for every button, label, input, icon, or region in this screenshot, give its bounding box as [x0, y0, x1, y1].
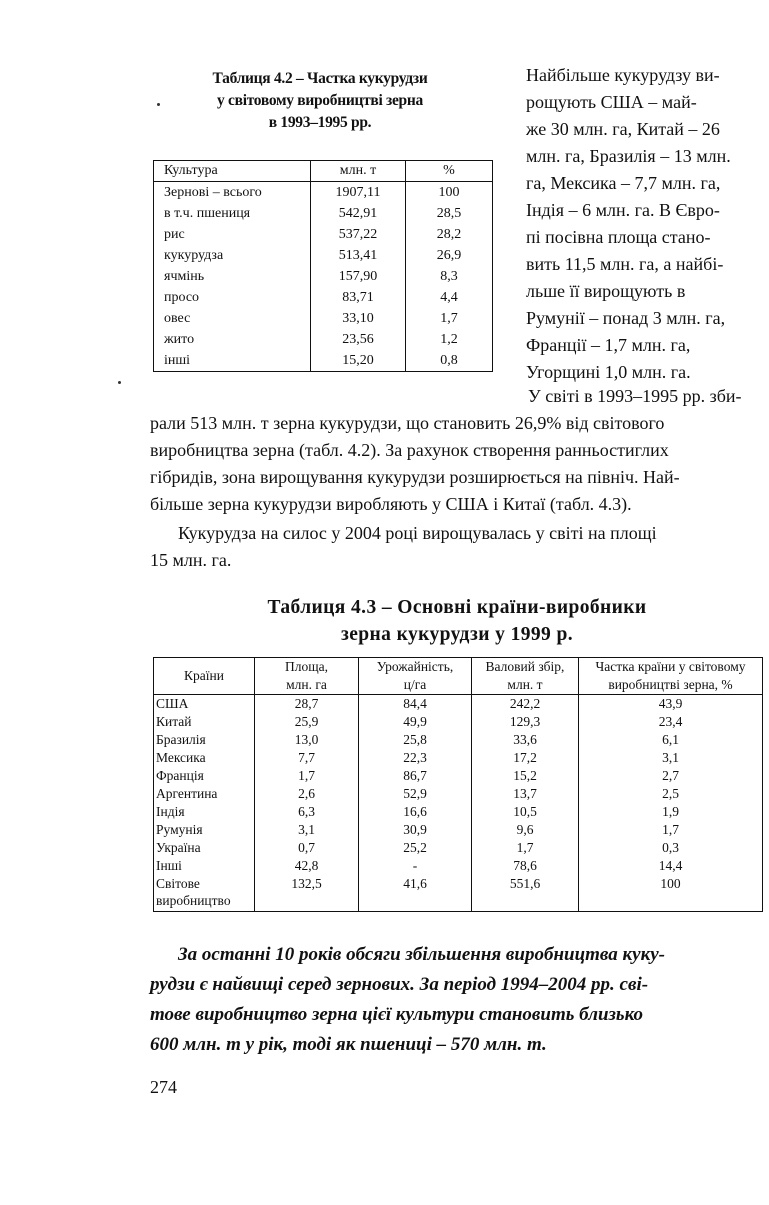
table-cell: 100: [406, 182, 493, 204]
table-cell: 542,91: [311, 203, 406, 224]
table-cell: 2,5: [579, 785, 763, 803]
table-cell: 42,8: [255, 857, 359, 875]
table-row: [154, 785, 763, 803]
table-cell: 10,5: [472, 803, 579, 821]
side-text: [526, 62, 762, 386]
table-cell: 17,2: [472, 749, 579, 767]
caption-line: Таблиця 4.2 – Частка кукурудзи: [212, 70, 428, 87]
table-cell: 537,22: [311, 224, 406, 245]
table-cell: 242,2: [472, 695, 579, 714]
table-cell: 6,1: [579, 731, 763, 749]
table-cell: 0,7: [255, 839, 359, 857]
table-cell: 129,3: [472, 713, 579, 731]
table-row: [154, 287, 493, 308]
table-cell: овес: [154, 308, 311, 329]
table-cell: 9,6: [472, 821, 579, 839]
table-row: [154, 203, 493, 224]
text-line: 15 млн. га.: [150, 550, 232, 570]
table-row: [154, 731, 763, 749]
header-unit: ц/га: [403, 677, 427, 692]
table-cell: 84,4: [359, 695, 472, 714]
text-line: Румунії – понад 3 млн. га,: [526, 308, 726, 328]
table-cell: 157,90: [311, 266, 406, 287]
table-cell: Румунія: [154, 821, 255, 839]
table-row: [154, 857, 763, 875]
table-cell: 25,2: [359, 839, 472, 857]
table-cell: Інші: [154, 857, 255, 875]
column-header: Культура: [154, 161, 311, 182]
table-row: [154, 749, 763, 767]
table-4-2-caption: [150, 68, 490, 134]
table-cell: 2,7: [579, 767, 763, 785]
table-cell: Аргентина: [154, 785, 255, 803]
text-line: гібридів, зона вирощування кукурудзи розширюється на північ. Най-: [150, 467, 680, 487]
table-cell: 0,3: [579, 839, 763, 857]
header-text: Країни: [184, 668, 224, 683]
table-row: [154, 182, 493, 204]
header-text: Частка країни у світовому: [595, 659, 746, 674]
table-row: [154, 266, 493, 287]
table-cell: Китай: [154, 713, 255, 731]
text-line: 600 млн. т у рік, тоді як пшениці – 570 млн. т.: [150, 1034, 547, 1055]
text-line: льше її вирощують в: [526, 281, 686, 301]
text-line: пі посівна площа стано-: [526, 227, 711, 247]
table-cell: 6,3: [255, 803, 359, 821]
table-row: [154, 767, 763, 785]
table-cell: 15,20: [311, 350, 406, 372]
caption-line: у світовому виробництві зерна: [217, 92, 423, 109]
table-cell: Бразилія: [154, 731, 255, 749]
cell-line: Світове: [156, 876, 200, 891]
table-cell: 25,8: [359, 731, 472, 749]
table-row: [154, 713, 763, 731]
column-header: млн. т: [311, 161, 406, 182]
table-cell: Індія: [154, 803, 255, 821]
table-cell: 23,56: [311, 329, 406, 350]
table-row: [154, 695, 763, 714]
column-header-gross-harvest: [472, 658, 579, 695]
stray-dot-mark: [157, 103, 160, 106]
header-text: Площа,: [285, 659, 328, 674]
table-cell: 43,9: [579, 695, 763, 714]
table-cell: 33,6: [472, 731, 579, 749]
column-header-countries: [154, 658, 255, 695]
table-cell: 7,7: [255, 749, 359, 767]
column-header-yield: [359, 658, 472, 695]
text-line: тове виробництво зерна цієї культури становить близько: [150, 1004, 644, 1025]
table-cell: 28,5: [406, 203, 493, 224]
table-cell: 13,7: [472, 785, 579, 803]
table-cell: 23,4: [579, 713, 763, 731]
table-cell: 22,3: [359, 749, 472, 767]
column-header-area: [255, 658, 359, 695]
table-cell: 3,1: [255, 821, 359, 839]
text-line: рощують США – май-: [526, 92, 697, 112]
table-cell: 513,41: [311, 245, 406, 266]
caption-line: Таблиця 4.3 – Основні країни-виробники: [267, 597, 647, 618]
table-cell: 551,6: [472, 875, 579, 912]
table-cell: 1,7: [472, 839, 579, 857]
text-line: Франції – 1,7 млн. га,: [526, 335, 691, 355]
table-cell: 52,9: [359, 785, 472, 803]
table-row: [154, 308, 493, 329]
table-row: [154, 245, 493, 266]
header-text: Урожайність,: [376, 659, 454, 674]
table-row: [154, 839, 763, 857]
table-cell: 4,4: [406, 287, 493, 308]
table-cell: 28,2: [406, 224, 493, 245]
text-line: Угорщині 1,0 млн. га.: [526, 362, 691, 382]
text-line: га, Мексика – 7,7 млн. га,: [526, 173, 721, 193]
table-cell: 3,1: [579, 749, 763, 767]
header-unit: млн. га: [286, 677, 327, 692]
table-cell: Україна: [154, 839, 255, 857]
table-cell: 16,6: [359, 803, 472, 821]
text-line: рудзи є найвищі серед зернових. За період 1994–2004 рр. сві-: [150, 974, 649, 995]
caption-line: зерна кукурудзи у 1999 р.: [341, 624, 573, 645]
table-cell: Франція: [154, 767, 255, 785]
text-line: же 30 млн. га, Китай – 26: [526, 119, 720, 139]
table-row-world-total: [154, 875, 763, 912]
table-row: [154, 821, 763, 839]
table-cell: 78,6: [472, 857, 579, 875]
table-header-row: [154, 658, 763, 695]
table-cell: 1,2: [406, 329, 493, 350]
table-cell: 1,7: [406, 308, 493, 329]
text-line: більше зерна кукурудзи виробляють у США і Китаї (табл. 4.3).: [150, 494, 632, 514]
table-row: [154, 224, 493, 245]
text-line: За останні 10 років обсяги збільшення виробництва куку-: [178, 944, 665, 965]
table-cell: 86,7: [359, 767, 472, 785]
table-cell: 1,7: [255, 767, 359, 785]
text-line: виробництва зерна (табл. 4.2). За рахунок створення ранньостиглих: [150, 440, 669, 460]
table-cell: 41,6: [359, 875, 472, 912]
text-line: рали 513 млн. т зерна кукурудзи, що становить 26,9% від світового: [150, 413, 665, 433]
table-cell: 1,7: [579, 821, 763, 839]
table-cell: 100: [579, 875, 763, 912]
caption-line: в 1993–1995 рр.: [268, 114, 372, 131]
table-cell: 49,9: [359, 713, 472, 731]
table-cell: ячмінь: [154, 266, 311, 287]
text-line: млн. га, Бразилія – 13 млн.: [526, 146, 731, 166]
table-cell: інші: [154, 350, 311, 372]
table-cell: 2,6: [255, 785, 359, 803]
text-line: Кукурудза на силос у 2004 році вирощувалась у світі на площі: [178, 523, 657, 543]
table-cell: США: [154, 695, 255, 714]
table-4-3-caption: [150, 594, 764, 648]
table-cell: 0,8: [406, 350, 493, 372]
paragraph-1: [150, 383, 764, 518]
table-cell: Зернові – всього: [154, 182, 311, 204]
table-4-3-body: [154, 695, 763, 912]
table-cell: 26,9: [406, 245, 493, 266]
page-number: 274: [150, 1077, 177, 1097]
table-cell: 8,3: [406, 266, 493, 287]
table-cell: 28,7: [255, 695, 359, 714]
table-cell: 132,5: [255, 875, 359, 912]
text-line: вить 11,5 млн. га, а найбі-: [526, 254, 724, 274]
table-cell: просо: [154, 287, 311, 308]
table-cell: в т.ч. пшениця: [154, 203, 311, 224]
table-cell: -: [359, 857, 472, 875]
paragraph-2: [150, 520, 764, 574]
table-row: [154, 329, 493, 350]
header-unit: млн. т: [507, 677, 543, 692]
table-header-row: [154, 161, 493, 182]
closing-paragraph: [150, 940, 764, 1060]
header-unit: виробництві зерна, %: [608, 677, 733, 692]
column-header: %: [406, 161, 493, 182]
table-cell: Мексика: [154, 749, 255, 767]
table-cell: 1,9: [579, 803, 763, 821]
table-cell: 13,0: [255, 731, 359, 749]
table-4-2: [153, 160, 493, 372]
table-cell: жито: [154, 329, 311, 350]
table-row: [154, 803, 763, 821]
table-cell: 15,2: [472, 767, 579, 785]
table-cell: рис: [154, 224, 311, 245]
text-line: У світі в 1993–1995 рр. зби-: [528, 386, 742, 406]
table-cell: 14,4: [579, 857, 763, 875]
table-cell: 25,9: [255, 713, 359, 731]
table-row: [154, 350, 493, 372]
table-cell: 1907,11: [311, 182, 406, 204]
table-cell: 30,9: [359, 821, 472, 839]
text-line: Індія – 6 млн. га. В Євро-: [526, 200, 720, 220]
table-cell: 83,71: [311, 287, 406, 308]
table-4-2-body: [154, 182, 493, 372]
header-text: Валовий збір,: [485, 659, 565, 674]
table-cell: [154, 875, 255, 912]
table-4-3: [153, 657, 763, 912]
table-cell: кукурудза: [154, 245, 311, 266]
column-header-share: [579, 658, 763, 695]
cell-line: виробництво: [156, 893, 231, 908]
text-line: Найбільше кукурудзу ви-: [526, 65, 720, 85]
table-cell: 33,10: [311, 308, 406, 329]
stray-dot-mark: [118, 381, 121, 384]
